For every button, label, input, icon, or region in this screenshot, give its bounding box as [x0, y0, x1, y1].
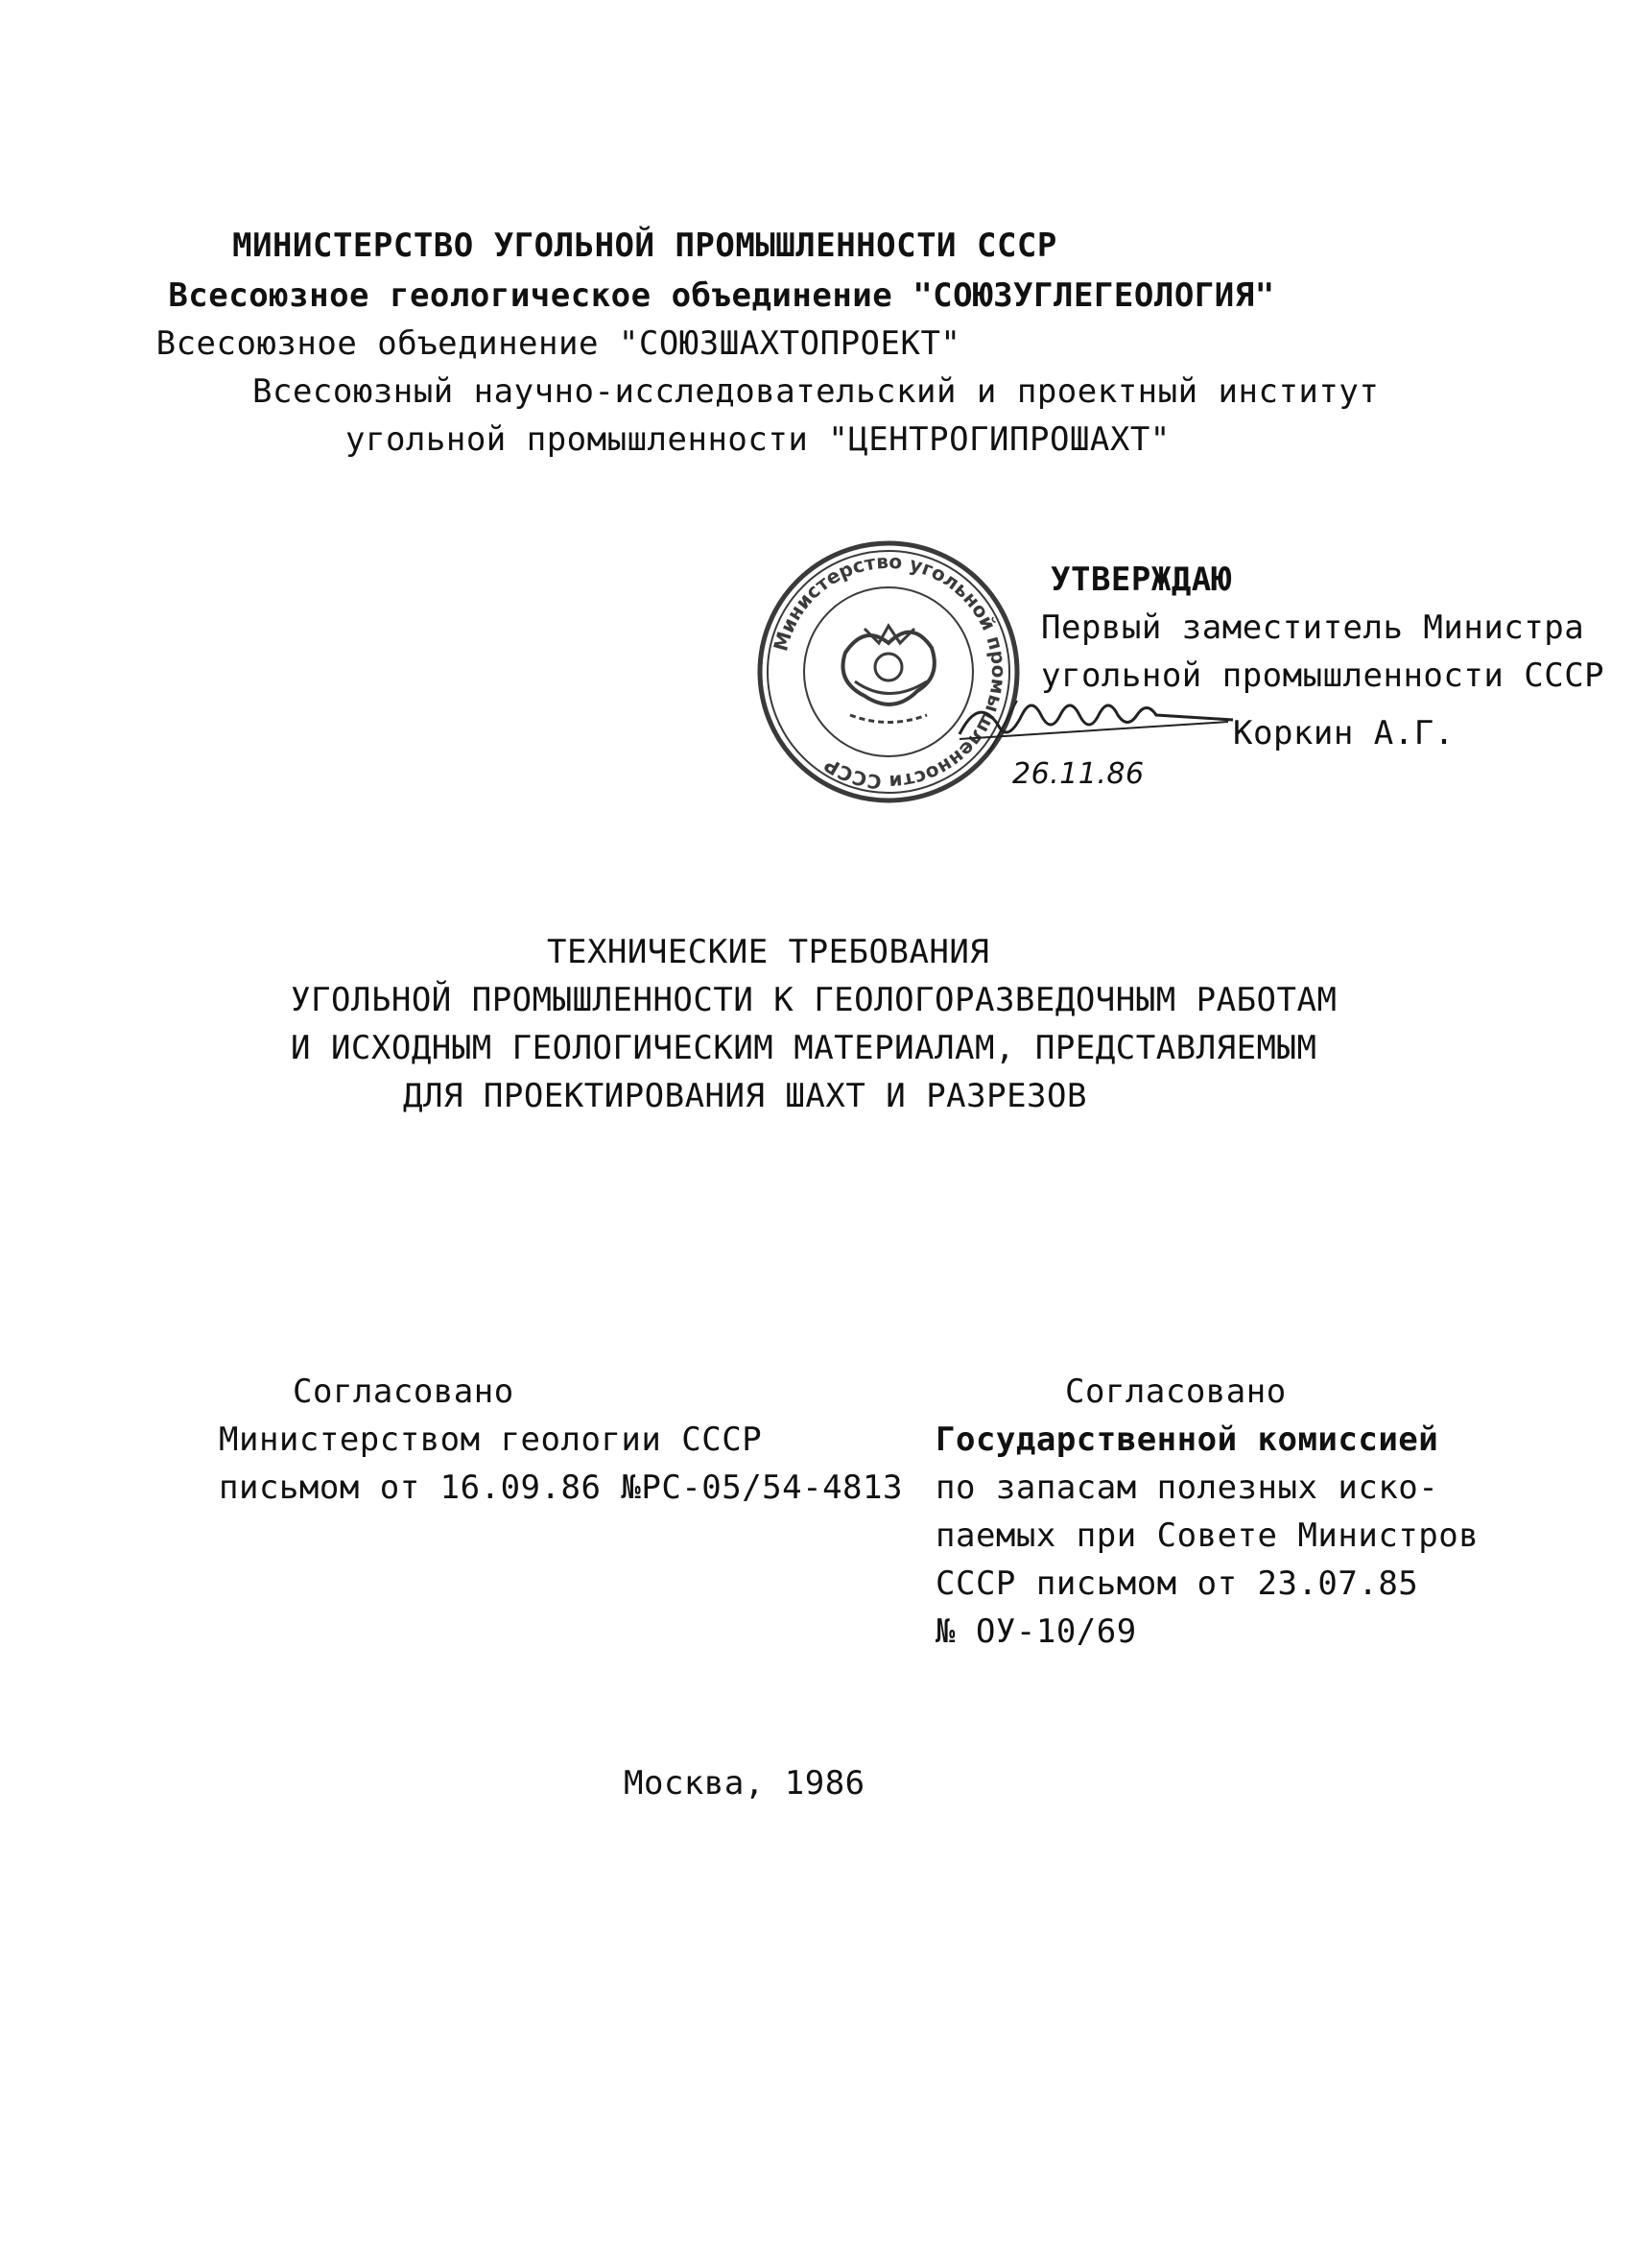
- agreed-left-line2: письмом от 16.09.86 №РС-05/54-4813: [219, 1468, 903, 1507]
- org-soyuzuglegeologiya: Всесоюзное геологическое объединение "СОЮЗУГЛЕГЕОЛОГИЯ": [168, 276, 1275, 315]
- agreed-right-label: Согласовано: [1065, 1373, 1287, 1411]
- document-title-line3: И ИСХОДНЫМ ГЕОЛОГИЧЕСКИМ МАТЕРИАЛАМ, ПРЕДСТАВЛЯЕМЫМ: [291, 1029, 1317, 1067]
- official-stamp-icon: [754, 537, 1023, 806]
- document-title-line4: ДЛЯ ПРОЕКТИРОВАНИЯ ШАХТ И РАЗРЕЗОВ: [403, 1077, 1087, 1115]
- agreed-right-line3: паемых при Совете Министров: [936, 1516, 1480, 1555]
- ministry-title: МИНИСТЕРСТВО УГОЛЬНОЙ ПРОМЫШЛЕННОСТИ СССР: [232, 227, 1057, 265]
- agreed-right-line2: по запасам полезных иско-: [936, 1468, 1439, 1507]
- agreed-left-line1: Министерством геологии СССР: [219, 1420, 763, 1459]
- institute-line2: угольной промышленности "ЦЕНТРОГИПРОШАХТ": [345, 420, 1171, 459]
- agreed-left-label: Согласовано: [293, 1373, 514, 1411]
- document-title-line2: УГОЛЬНОЙ ПРОМЫШЛЕННОСТИ К ГЕОЛОГОРАЗВЕДОЧНЫМ РАБОТАМ: [291, 981, 1338, 1019]
- approval-position-line2: угольной промышленности СССР: [1041, 657, 1605, 695]
- agreed-right-line5: № ОУ-10/69: [936, 1612, 1137, 1651]
- signature-icon: [950, 681, 1238, 758]
- institute-line1: Всесоюзный научно-исследовательский и проектный институт: [252, 372, 1380, 411]
- agreed-right-line1: Государственной комиссией: [936, 1420, 1439, 1459]
- place-and-year: Москва, 1986: [624, 1764, 865, 1802]
- agreed-right-line4: СССР письмом от 23.07.85: [936, 1564, 1419, 1603]
- org-soyuzshakhtoproekt: Всесоюзное объединение "СОЮЗШАХТОПРОЕКТ": [155, 324, 961, 363]
- approval-date: 26.11.86: [1012, 757, 1145, 791]
- approval-signatory: Коркин А.Г.: [1233, 714, 1455, 752]
- stamp-text: Министерство угольной промышленности СССР: [769, 549, 1011, 795]
- document-title-line1: ТЕХНИЧЕСКИЕ ТРЕБОВАНИЯ: [547, 933, 990, 971]
- approval-position-line1: Первый заместитель Министра: [1041, 609, 1585, 647]
- approval-label: УТВЕРЖДАЮ: [1051, 561, 1232, 599]
